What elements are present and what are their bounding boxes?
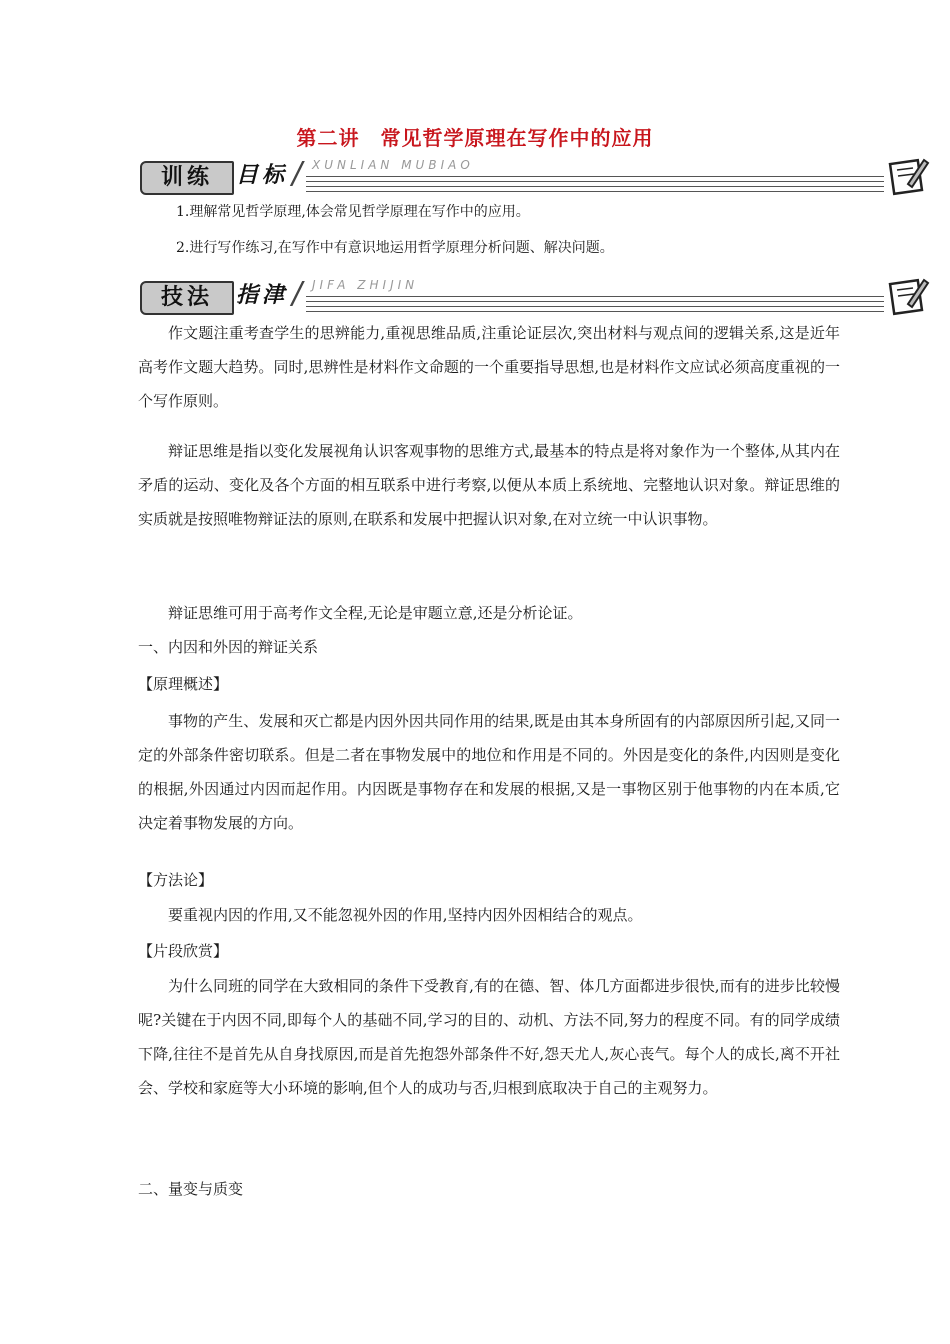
intro-paragraph: 辩证思维可用于高考作文全程,无论是审题立意,还是分析论证。 [168, 604, 583, 622]
excerpt-paragraph: 为什么同班的同学在大致相同的条件下受教育,有的在德、智、体几方面都进步很快,而有的进步比较慢呢?关键在于内因不同,即每个人的基础不同,学习的目的、动机、方法不同,努力的程度不同。有的同学成绩下降,往往不是首先从自身找原因,而是首先抱怨外部条件不好,怨天尤人,灰心丧气。每个人的成长,离不开社会、学校和家庭等大小环境的影响,但个人的成功与否,归根到底取决于自己的主观努力。 [138, 977, 840, 1097]
method-banner-label-b: 指津 [236, 283, 289, 308]
intro-paragraph: 作文题注重考查学生的思辨能力,重视思维品质,注重论证层次,突出材料与观点间的逻辑关系,这是近年高考作文题大趋势。同时,思辨性是材料作文命题的一个重要指导思想,也是材料作文应试必须高度重视的一个写作原则。 [138, 324, 840, 410]
method-banner [140, 274, 930, 320]
method-banner-label-a: 技法 [140, 281, 234, 315]
section-heading: 二、量变与质变 [138, 1180, 244, 1198]
banner-lines [306, 296, 884, 314]
goals-banner [140, 154, 930, 200]
method-banner-pinyin: JIFA ZHIJIN [312, 278, 419, 292]
goals-banner-label-a: 训练 [140, 161, 234, 195]
method-paragraph: 要重视内因的作用,又不能忽视外因的作用,坚持内因外因相结合的观点。 [168, 906, 643, 924]
intro-paragraph: 辩证思维是指以变化发展视角认识客观事物的思维方式,最基本的特点是将对象作为一个整体,从其内在矛盾的运动、变化及各个方面的相互联系中进行考察,以便从本质上系统地、完整地认识对象。辩证思维的实质就是按照唯物辩证法的原则,在联系和发展中把握认识对象,在对立统一中认识事物。 [138, 442, 840, 528]
subsection-label: 【方法论】 [138, 871, 214, 889]
notepad-pencil-icon [886, 154, 930, 198]
banner-slash: / [292, 156, 303, 191]
section-heading: 一、内因和外因的辩证关系 [138, 638, 319, 656]
subsection-label: 【原理概述】 [138, 675, 229, 693]
banner-slash: / [292, 276, 303, 311]
notepad-pencil-icon [886, 274, 930, 318]
overview-paragraph: 事物的产生、发展和灭亡都是内因外因共同作用的结果,既是由其本身所固有的内部原因所引起,又同一定的外部条件密切联系。但是二者在事物发展中的地位和作用是不同的。外因是变化的条件,内因则是变化的根据,外因通过内因而起作用。内因既是事物存在和发展的根据,又是一事物区别于他事物的内在本质,它决定着事物发展的方向。 [138, 712, 840, 832]
goal-item: 1.理解常见哲学原理,体会常见哲学原理在写作中的应用。 [176, 204, 530, 220]
subsection-label: 【片段欣赏】 [138, 942, 229, 960]
goals-banner-pinyin: XUNLIAN MUBIAO [312, 158, 474, 172]
goals-banner-label-b: 目标 [236, 163, 289, 188]
page-title: 第二讲 常见哲学原理在写作中的应用 [296, 126, 654, 150]
banner-lines [306, 176, 884, 194]
goal-item: 2.进行写作练习,在写作中有意识地运用哲学原理分析问题、解决问题。 [176, 240, 614, 256]
